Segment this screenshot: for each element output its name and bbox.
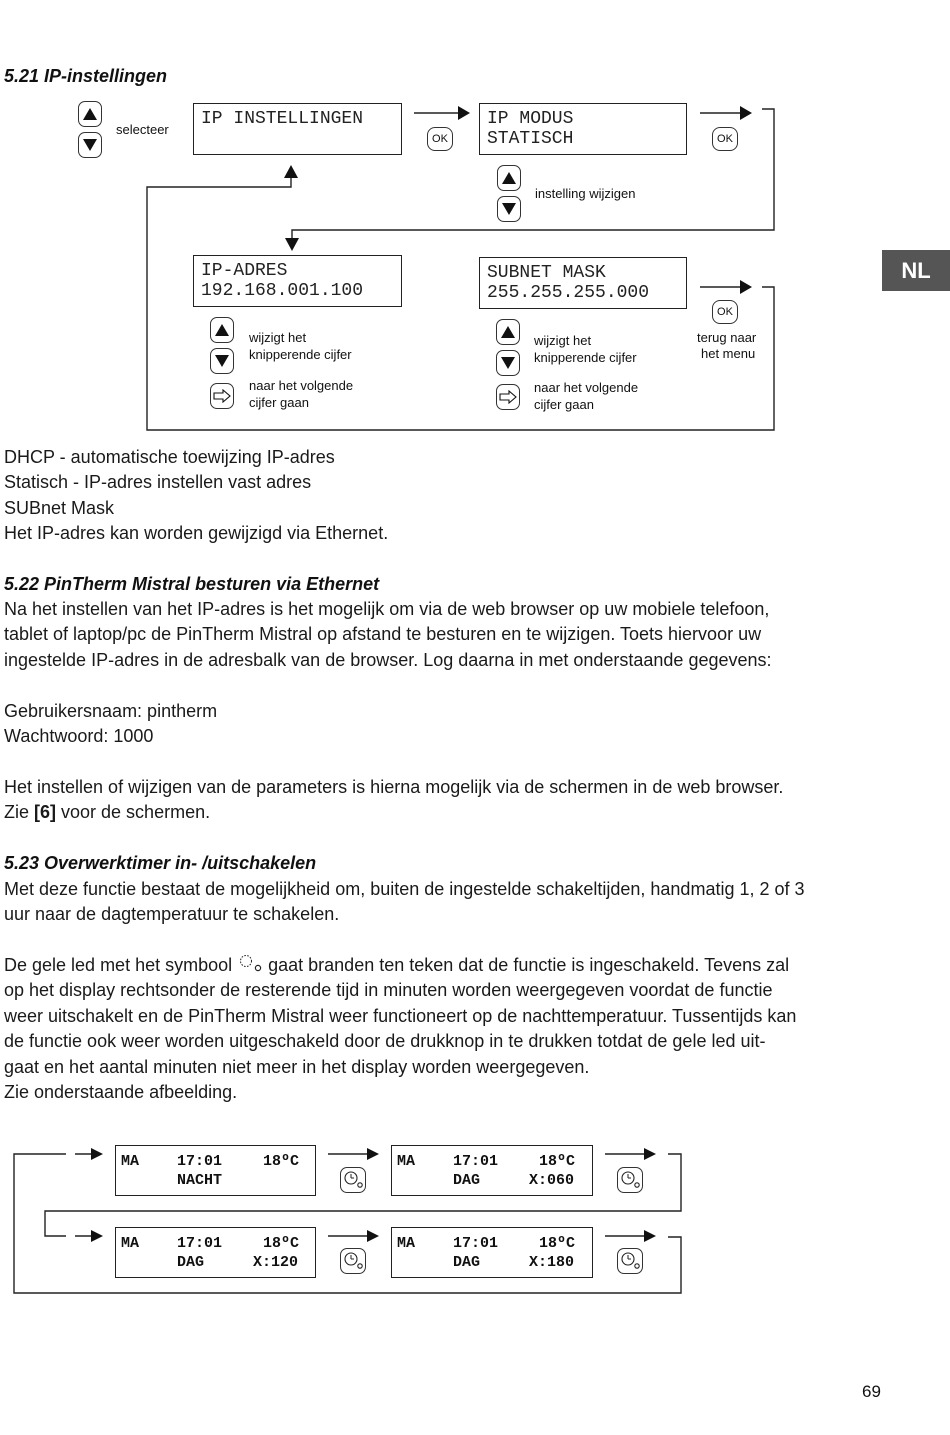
see-reference-line: Zie [6] voor de schermen.: [4, 802, 211, 823]
text-line: de functie ook weer worden uitgeschakeld door de drukknop in te drukken totdat de gele led uit-: [4, 1031, 766, 1052]
right-arrow-icon: [499, 390, 517, 404]
page-number: 69: [862, 1382, 881, 1401]
section-heading-5-21: 5.21 IP-instellingen: [4, 66, 168, 86]
overtime-description: [4, 953, 864, 1105]
up-arrow-icon: [501, 326, 515, 338]
lcd-timer-display: MA 17:01 18ºC DAG X:180: [391, 1227, 593, 1278]
ethernet-intro: [4, 597, 864, 673]
lcd-timer-display: MA 17:01 18ºC DAG X:120: [115, 1227, 316, 1278]
change-digit-label-2: knipperende cijfer: [249, 347, 352, 362]
down-arrow-icon: [501, 357, 515, 369]
right-arrow-icon: [213, 389, 231, 403]
timer-button: [340, 1167, 366, 1193]
next-digit-label-2: cijfer gaan: [534, 397, 594, 412]
text-line: SUBnet Mask: [4, 497, 115, 518]
up-arrow-button: [496, 319, 520, 345]
section-heading-5-22: 5.22 PinTherm Mistral besturen via Ethernet: [4, 574, 380, 594]
next-digit-label-1: naar het volgende: [534, 380, 639, 395]
login-details: [4, 699, 864, 750]
overtime-intro: [4, 877, 864, 928]
password-line: Wachtwoord: 1000: [4, 726, 154, 747]
text-line: Statisch - IP-adres instellen vast adres: [4, 472, 312, 493]
change-digit-label-1: wijzigt het: [534, 333, 592, 348]
ok-button: OK: [427, 127, 453, 151]
username-line: Gebruikersnaam: pintherm: [4, 701, 218, 721]
text-line: Zie onderstaande afbeelding.: [4, 1082, 238, 1103]
lcd-timer-display: MA 17:01 18ºC DAG X:060: [391, 1145, 593, 1196]
text-line: Met deze functie bestaat de mogelijkheid om, buiten de ingestelde schakeltijden, handmatig 1, 2 of 3: [4, 879, 805, 899]
change-setting-label: instelling wijzigen: [535, 186, 636, 201]
up-arrow-icon: [83, 108, 97, 120]
params-text: [4, 775, 864, 826]
text-line: Het instellen of wijzigen van de parameters is hierna mogelijk via de schermen in de web browser.: [4, 777, 784, 797]
text-line: uur naar de dagtemperatuur te schakelen.: [4, 904, 340, 925]
back-menu-label-1: terug naar: [697, 330, 757, 345]
up-arrow-button: [78, 101, 102, 127]
down-arrow-button: [210, 348, 234, 374]
ok-button: OK: [712, 127, 738, 151]
ip-settings-notes: [4, 445, 864, 547]
next-digit-label-2: cijfer gaan: [249, 395, 309, 410]
down-arrow-button: [496, 350, 520, 376]
up-arrow-icon: [215, 324, 229, 336]
lcd-timer-display: MA 17:01 18ºC NACHT: [115, 1145, 316, 1196]
text-line: Na het instellen van het IP-adres is het mogelijk om via de web browser op uw mobiele telefoon,: [4, 599, 770, 619]
section-heading-5-23: 5.23 Overwerktimer in- /uitschakelen: [4, 853, 317, 873]
text-line: weer uitschakelt en de PinTherm Mistral weer functioneert op de nachttemperatuur. Tussentijds kan: [4, 1005, 797, 1026]
text-line: tablet of laptop/pc de PinTherm Mistral op afstand te besturen en te wijzigen. Toets hiervoor uw: [4, 624, 762, 645]
timer-button: [340, 1248, 366, 1274]
language-tab: NL: [882, 250, 950, 291]
down-arrow-button: [78, 132, 102, 158]
lcd-ip-mode: IP MODUS STATISCH: [479, 103, 687, 155]
text-line: Het IP-adres kan worden gewijzigd via Ethernet.: [4, 523, 389, 544]
text-line: op het display rechtsonder de resterende tijd in minuten worden weergegeven voordat de functie: [4, 980, 773, 1001]
lcd-ip-address: IP-ADRES 192.168.001.100: [193, 255, 402, 307]
next-digit-label-1: naar het volgende: [249, 378, 354, 393]
timer-button: [617, 1248, 643, 1274]
clock-icon: [618, 1249, 642, 1273]
text-line: gaat en het aantal minuten niet meer in het display worden weergegeven.: [4, 1056, 590, 1077]
clock-icon: [341, 1249, 365, 1273]
ok-button: OK: [712, 300, 738, 324]
reference-6: [6]: [34, 802, 57, 823]
next-digit-button: [210, 383, 234, 409]
lcd-ip-settings: IP INSTELLINGEN: [193, 103, 402, 155]
down-arrow-icon: [215, 355, 229, 367]
up-arrow-button: [210, 317, 234, 343]
text-line: ingestelde IP-adres in de adresbalk van de browser. Log daarna in met onderstaande gegevens:: [4, 649, 772, 670]
back-menu-label-2: het menu: [701, 346, 756, 361]
change-digit-label-1: wijzigt het: [249, 330, 307, 345]
timer-button: [617, 1167, 643, 1193]
next-digit-button: [496, 384, 520, 410]
clock-icon: [341, 1168, 365, 1192]
up-arrow-button: [497, 165, 521, 191]
select-label: selecteer: [116, 122, 169, 137]
down-arrow-button: [497, 196, 521, 222]
lcd-subnet-mask: SUBNET MASK 255.255.255.000: [479, 257, 687, 309]
text-line: DHCP - automatische toewijzing IP-adres: [4, 447, 335, 467]
down-arrow-icon: [502, 203, 516, 215]
down-arrow-icon: [83, 139, 97, 151]
clock-icon: [618, 1168, 642, 1192]
text-line: De gele led met het symbool gaat branden ten teken dat de functie is ingeschakeld. Tevens zal: [4, 955, 790, 975]
change-digit-label-2: knipperende cijfer: [534, 350, 637, 365]
timer-symbol-icon: [237, 954, 263, 974]
up-arrow-icon: [502, 172, 516, 184]
